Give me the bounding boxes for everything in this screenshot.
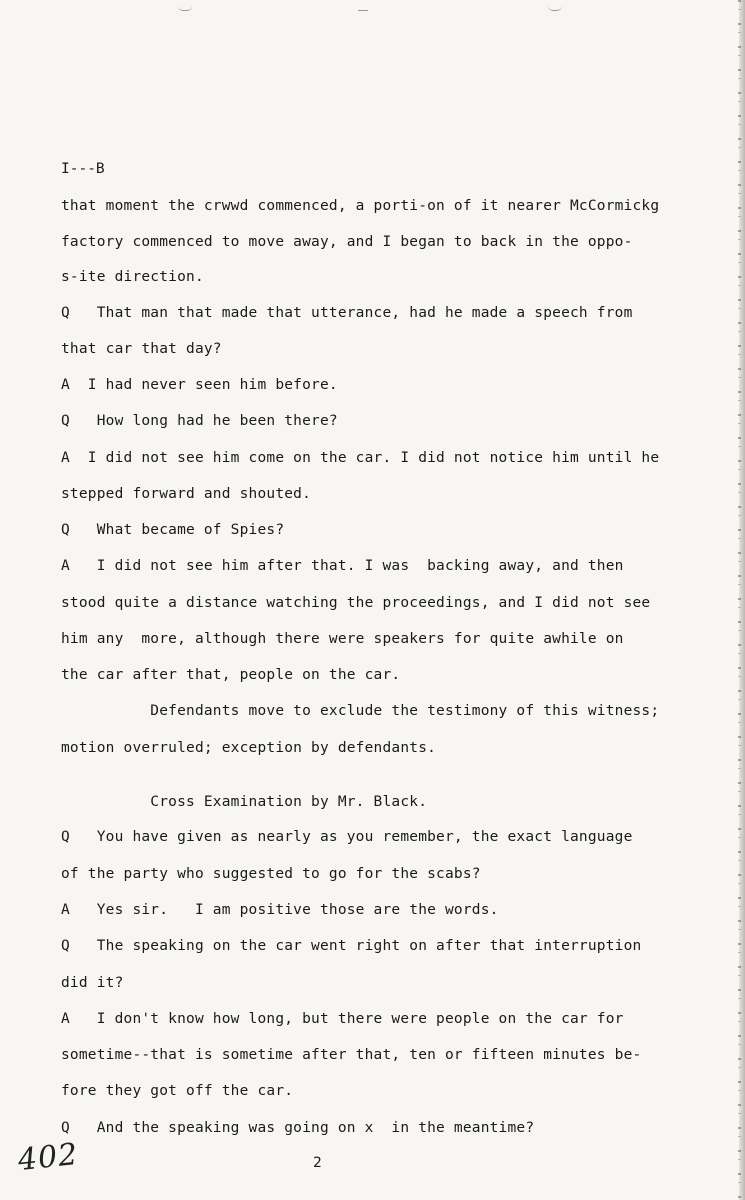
text-line: Q What became of Spies?: [61, 522, 285, 538]
text-line: him any more, although there were speakers for quite awhile on: [61, 631, 624, 647]
punch-mark: [358, 6, 368, 11]
text-line: stepped forward and shouted.: [61, 486, 312, 502]
text-line: Q And the speaking was going on x in the meantime?: [61, 1120, 535, 1136]
text-line: A I did not see him come on the car. I did not notice him until he: [61, 450, 660, 466]
handwritten-page-number: 402: [16, 1136, 80, 1179]
text-line: stood quite a distance watching the proceedings, and I did not see: [61, 595, 651, 611]
text-line: the car after that, people on the car.: [61, 667, 401, 683]
text-line: A I don't know how long, but there were people on the car for: [61, 1011, 624, 1027]
text-line: Q How long had he been there?: [61, 413, 338, 429]
text-line: A I had never seen him before.: [61, 377, 338, 393]
page-number: 2: [313, 1155, 322, 1171]
text-line: sometime--that is sometime after that, ten or fifteen minutes be-: [61, 1047, 642, 1063]
text-line: fore they got off the car.: [61, 1083, 294, 1099]
punch-mark: [178, 6, 192, 11]
text-line: A Yes sir. I am positive those are the words.: [61, 902, 499, 918]
text-line: that moment the crwwd commenced, a porti-on of it nearer McCormickg: [61, 198, 660, 214]
section-header: I---B: [61, 161, 105, 177]
text-line: Q The speaking on the car went right on after that interruption: [61, 938, 642, 954]
text-line: s-ite direction.: [61, 269, 204, 285]
text-line: factory commenced to move away, and I began to back in the oppo-: [61, 234, 633, 250]
text-line: Defendants move to exclude the testimony of this witness;: [61, 703, 660, 719]
punch-mark: [548, 6, 562, 11]
text-line: did it?: [61, 975, 124, 991]
page-edge-marks: [738, 0, 741, 1200]
text-line: motion overruled; exception by defendants.: [61, 740, 437, 756]
text-line: A I did not see him after that. I was backing away, and then: [61, 558, 624, 574]
text-line: of the party who suggested to go for the scabs?: [61, 866, 481, 882]
text-line: Cross Examination by Mr. Black.: [61, 794, 428, 810]
text-line: Q You have given as nearly as you remember, the exact language: [61, 829, 633, 845]
text-line: that car that day?: [61, 341, 222, 357]
text-line: Q That man that made that utterance, had he made a speech from: [61, 305, 633, 321]
